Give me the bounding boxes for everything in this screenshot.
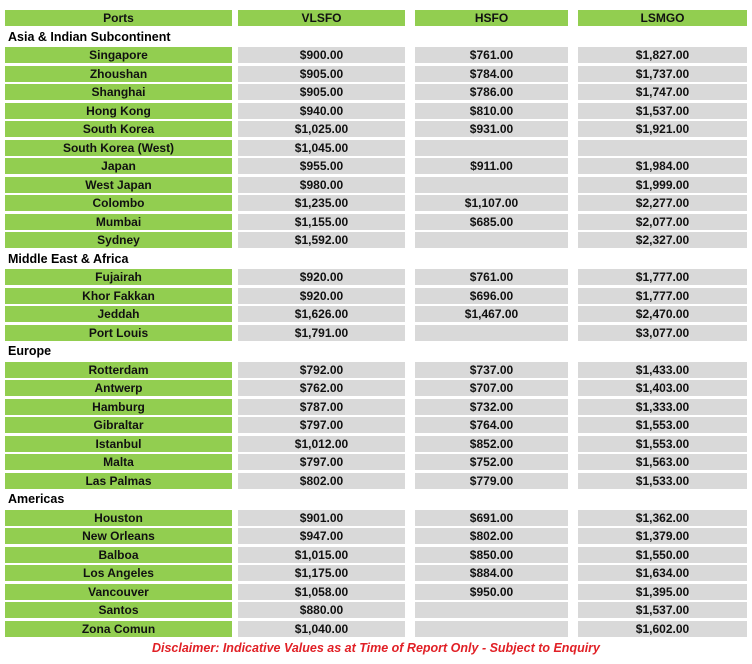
table-header-row [5,10,752,26]
hsfo-cell: $1,107.00 [415,195,568,211]
port-cell: South Korea [5,121,232,137]
lsmgo-cell: $1,362.00 [578,510,747,526]
port-cell: Shanghai [5,84,232,100]
table-row [5,510,752,526]
lsmgo-cell: $1,537.00 [578,103,747,119]
port-cell: West Japan [5,177,232,193]
lsmgo-cell: $1,550.00 [578,547,747,563]
lsmgo-cell: $2,277.00 [578,195,747,211]
hsfo-cell: $802.00 [415,528,568,544]
hsfo-cell: $1,467.00 [415,306,568,322]
table-row [5,84,752,100]
lsmgo-cell: $2,470.00 [578,306,747,322]
lsmgo-cell: $1,533.00 [578,473,747,489]
vlsfo-cell: $1,015.00 [238,547,405,563]
port-cell: New Orleans [5,528,232,544]
table-row [5,584,752,600]
table-row [5,473,752,489]
hsfo-cell: $786.00 [415,84,568,100]
table-row [5,103,752,119]
table-row [5,214,752,230]
port-cell: South Korea (West) [5,140,232,156]
lsmgo-cell: $2,077.00 [578,214,747,230]
table-row [5,195,752,211]
vlsfo-cell: $901.00 [238,510,405,526]
vlsfo-cell: $1,045.00 [238,140,405,156]
hsfo-cell: $761.00 [415,47,568,63]
table-row [5,306,752,322]
table-row [5,47,752,63]
hsfo-cell: $685.00 [415,214,568,230]
lsmgo-cell: $3,077.00 [578,325,747,341]
port-cell: Mumbai [5,214,232,230]
hsfo-cell: $850.00 [415,547,568,563]
port-cell: Port Louis [5,325,232,341]
vlsfo-cell: $947.00 [238,528,405,544]
table-row [5,565,752,581]
vlsfo-cell: $1,175.00 [238,565,405,581]
lsmgo-cell: $1,537.00 [578,602,747,618]
vlsfo-cell: $905.00 [238,66,405,82]
port-cell: Rotterdam [5,362,232,378]
vlsfo-cell: $1,155.00 [238,214,405,230]
table-row [5,140,752,156]
port-cell: Khor Fakkan [5,288,232,304]
port-cell: Santos [5,602,232,618]
vlsfo-cell: $1,791.00 [238,325,405,341]
lsmgo-cell: $1,634.00 [578,565,747,581]
port-cell: Gibraltar [5,417,232,433]
table-row [5,362,752,378]
hsfo-cell: $779.00 [415,473,568,489]
table-row [5,121,752,137]
lsmgo-cell: $1,553.00 [578,417,747,433]
vlsfo-cell: $1,058.00 [238,584,405,600]
vlsfo-cell: $905.00 [238,84,405,100]
vlsfo-cell: $802.00 [238,473,405,489]
vlsfo-cell: $1,025.00 [238,121,405,137]
column-header-hsfo: HSFO [415,10,568,26]
port-cell: Hong Kong [5,103,232,119]
lsmgo-cell [578,140,747,156]
table-row [5,288,752,304]
lsmgo-cell: $1,553.00 [578,436,747,452]
lsmgo-cell: $1,433.00 [578,362,747,378]
column-header-lsmgo: LSMGO [578,10,747,26]
table-body [5,29,752,637]
vlsfo-cell: $797.00 [238,417,405,433]
port-cell: Zhoushan [5,66,232,82]
disclaimer-text: Disclaimer: Indicative Values as at Time of Report Only - Subject to Enquiry [151,640,601,655]
vlsfo-cell: $880.00 [238,602,405,618]
vlsfo-cell: $762.00 [238,380,405,396]
hsfo-cell: $884.00 [415,565,568,581]
hsfo-cell: $931.00 [415,121,568,137]
table-row [5,232,752,248]
hsfo-cell [415,140,568,156]
table-row [5,269,752,285]
vlsfo-cell: $787.00 [238,399,405,415]
lsmgo-cell: $1,777.00 [578,269,747,285]
lsmgo-cell: $1,747.00 [578,84,747,100]
port-cell: Zona Comun [5,621,232,637]
hsfo-cell: $852.00 [415,436,568,452]
hsfo-cell [415,232,568,248]
port-cell: Sydney [5,232,232,248]
column-header-ports: Ports [5,10,232,26]
vlsfo-cell: $980.00 [238,177,405,193]
vlsfo-cell: $1,012.00 [238,436,405,452]
table-row [5,325,752,341]
port-cell: Singapore [5,47,232,63]
lsmgo-cell: $1,777.00 [578,288,747,304]
port-cell: Las Palmas [5,473,232,489]
section-header: Europe [8,344,52,358]
column-header-vlsfo: VLSFO [238,10,405,26]
port-cell: Houston [5,510,232,526]
vlsfo-cell: $940.00 [238,103,405,119]
port-cell: Hamburg [5,399,232,415]
section-header: Middle East & Africa [8,251,129,266]
hsfo-cell: $737.00 [415,362,568,378]
lsmgo-cell: $1,827.00 [578,47,747,63]
table-row [5,454,752,470]
table-row [5,417,752,433]
vlsfo-cell: $920.00 [238,269,405,285]
lsmgo-cell: $1,984.00 [578,158,747,174]
port-cell: Balboa [5,547,232,563]
hsfo-cell [415,177,568,193]
hsfo-cell [415,621,568,637]
hsfo-cell: $911.00 [415,158,568,174]
hsfo-cell: $784.00 [415,66,568,82]
lsmgo-cell: $1,379.00 [578,528,747,544]
table-row [5,399,752,415]
hsfo-cell: $732.00 [415,399,568,415]
lsmgo-cell: $2,327.00 [578,232,747,248]
table-row [5,158,752,174]
hsfo-cell: $696.00 [415,288,568,304]
vlsfo-cell: $797.00 [238,454,405,470]
port-cell: Japan [5,158,232,174]
section-header: Asia & Indian Subcontinent [8,29,171,44]
hsfo-cell: $950.00 [415,584,568,600]
table-row [5,528,752,544]
vlsfo-cell: $1,040.00 [238,621,405,637]
port-cell: Los Angeles [5,565,232,581]
vlsfo-cell: $900.00 [238,47,405,63]
port-cell: Fujairah [5,269,232,285]
hsfo-cell: $764.00 [415,417,568,433]
table-row [5,547,752,563]
table-row [5,66,752,82]
lsmgo-cell: $1,921.00 [578,121,747,137]
hsfo-cell: $707.00 [415,380,568,396]
vlsfo-cell: $1,235.00 [238,195,405,211]
hsfo-cell: $752.00 [415,454,568,470]
lsmgo-cell: $1,999.00 [578,177,747,193]
lsmgo-cell: $1,333.00 [578,399,747,415]
lsmgo-cell: $1,737.00 [578,66,747,82]
vlsfo-cell: $1,592.00 [238,232,405,248]
hsfo-cell [415,325,568,341]
section-header: Americas [8,492,65,506]
vlsfo-cell: $955.00 [238,158,405,174]
port-cell: Istanbul [5,436,232,452]
table-row [5,380,752,396]
hsfo-cell: $761.00 [415,269,568,285]
port-cell: Jeddah [5,306,232,322]
lsmgo-cell: $1,395.00 [578,584,747,600]
port-cell: Vancouver [5,584,232,600]
port-cell: Antwerp [5,380,232,396]
table-row [5,436,752,452]
port-cell: Malta [5,454,232,470]
lsmgo-cell: $1,563.00 [578,454,747,470]
table-row [5,177,752,193]
hsfo-cell [415,602,568,618]
table-row [5,602,752,618]
port-cell: Colombo [5,195,232,211]
vlsfo-cell: $920.00 [238,288,405,304]
table-row [5,621,752,637]
vlsfo-cell: $792.00 [238,362,405,378]
hsfo-cell: $691.00 [415,510,568,526]
hsfo-cell: $810.00 [415,103,568,119]
lsmgo-cell: $1,403.00 [578,380,747,396]
lsmgo-cell: $1,602.00 [578,621,747,637]
vlsfo-cell: $1,626.00 [238,306,405,322]
